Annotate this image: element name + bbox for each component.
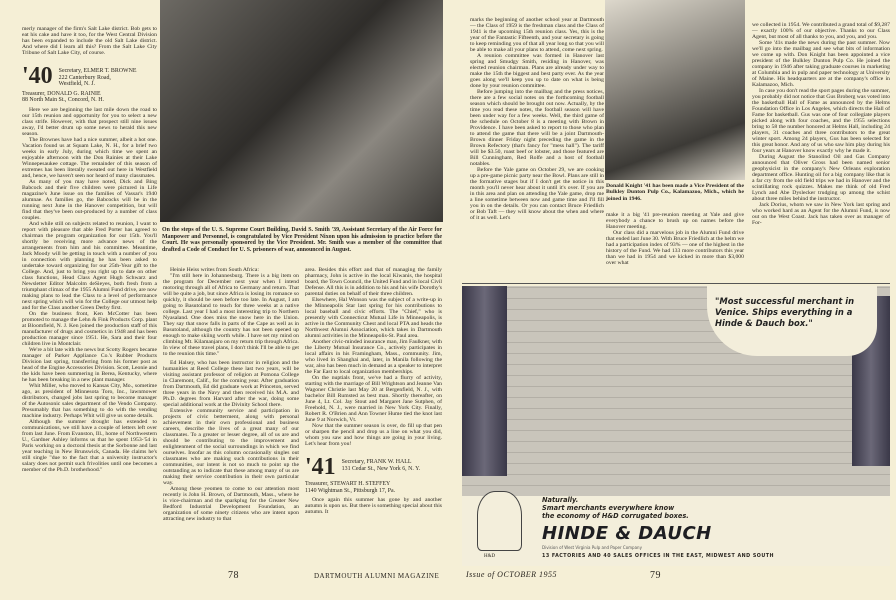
hinde-dauch-advertisement	[462, 286, 890, 566]
column-5	[606, 212, 744, 266]
paragraph: Jack Dorius, whom we saw in New York last spring and who worked hard as an Agent for the Alumni Fund, is now out on the West Coast. Jack has taken over as manager of For-	[752, 202, 890, 226]
paragraph: Heinie Heiss writes from South Africa:	[170, 267, 259, 273]
paragraph: Now that the summer season is over, do fill up that pen or sharpen the pencil and drop us a line on what you did, whom you saw and how things are going in your living. Let's hear from you!	[305, 423, 442, 447]
photo-caption: Donald Knight '41 has been made a Vice President of the Bulkley Dunton Pulp Co., Kalamazoo, Mich., which he joined in 1946.	[606, 183, 744, 202]
page-number-right: 79	[650, 570, 661, 581]
paragraph: Once again this summer has gone by and another autumn is upon us. But there is something special about this autumn. It	[305, 497, 442, 516]
photo-supreme-court	[160, 0, 443, 222]
treasurer-address: 1140 Wightman St., Pittsburgh 17, Pa.	[305, 487, 396, 494]
paragraph: During August the Stanolind Oil and Gas Company announced that Oliver Gross had been named senior geophysicist in the company's New Orleans exploration department office. Hunting oil for a big company like that is a far cry from the old field trips we had in Hanover and the scintillating rock quizzes. Makes me think of old Fred Lynch and Abe Dyslecker trudging up among the schist about three miles behind the instructor.	[752, 154, 890, 202]
hinde-dauch-logo: HINDE & DAUCH	[542, 523, 712, 544]
ad-division-text: Division of West Virginia Pulp and Paper Company	[542, 545, 642, 550]
secretary: Secretary, ELMER T. BROWNE	[58, 68, 137, 74]
secretary-address: 131 Cedar St., New York 6, N. Y.	[341, 465, 421, 472]
paragraph: And while still on subjects related to reunion, I want to report with pleasure that able Fred Porter has agreed to chairman the program organization for our 15th. You'll shortly be receiving more advance news of the arrangements from him and his committee. Meantime, Jack Moody will be getting in touch with a number of you in connection with planning he has been asked to undertake toward organizing for our 25th-Year gift to the College. And, just to bring you right up to date on other class functions, Head Class Agent Hugh Schwarz and Newsletter Editor Malcolm deSieyes, both fresh from a triumphant climax of the 1955 Alumni Fund drive, are now making plans to lead the Class to a level of performance next spring which will win for the College our utmost help and for the Class another Green Derby first.	[22, 220, 157, 311]
column-3	[305, 267, 442, 515]
paragraph: On the business front, Ken McCotter has been promoted to manage the Lehn & Fink Products Corp. plant at Bloomfield, N. J. Ken joined the production staff of this manufacturer of drugs and cosmetics in 1948 and has been production manager since 1951. He, Sara and their four children live in Montclair.	[22, 310, 157, 347]
secretary: Secretary, FRANK W. HALL	[341, 459, 412, 465]
ad-speech-bubble: "Most successful merchant in Venice. Ships everything in a Hinde & Dauch box."	[707, 286, 877, 356]
ad-mascot-drawing	[477, 491, 522, 551]
page-number-left: 78	[228, 570, 239, 581]
paragraph: area. Besides this effort and that of managing the family pharmacy, John is active in the local Kiwanis, the hospital board, the Town Council, the United Fund and in local Civil Defense. All this is in addition to his and his wife Dorothy's parental duties on behalf of their three children.	[305, 267, 442, 297]
class-year: '40	[22, 63, 53, 89]
paragraph: Whit Miller, who moved to Kansas City, Mo., sometime ago, as president of Minnesota Toro, Inc., lawnmower distributors, changed jobs last spring to become manager of the Autosonic sales department of the Vendo Company. Presumably that has something to do with the vending machine industry. Perhaps Whit will give us some details.	[22, 382, 157, 419]
tagline-line: the economy of H&D corrugated boxes.	[542, 512, 689, 520]
treasurer-info	[22, 91, 157, 104]
photo-donald-knight	[605, 0, 745, 180]
class-year: '41	[305, 454, 336, 480]
class-heading-1940	[22, 63, 157, 89]
paragraph: On the nuptials front, we've had a flurry of activity, starting with the marriage of Bill Wrightson and Jeanne Van Wagoner Christie last May 20 at Bergenfield, N. J., with bachelor Bill Rumsted as best man. Shortly thereafter, on June 4, Lt. Col. Jay Stout and Margaret Jane Sutphen, of Freehold, N. J., were married in New York City. Finally, Robert R. O'Brien and Ann Towner Hume tied the knot last June 9 at Norwich, Vt.	[305, 375, 442, 423]
paragraph: Some '41s made the news during the past summer. Now we'll go into the mailbag and see what bits of information we come up with. Don Knight has been appointed a vice president of the Bulkley Dunton Pulp Co. He joined the company in 1946 after taking graduate courses in marketing at Columbia and in pulp and paper technology at University of Maine. His headquarters are at the company's office in Kalamazoo, Mich.	[752, 40, 890, 88]
paragraph: "I'm still here in Johannesburg. There is a big item on the program for December next year when I intend motoring through all of Africa to Germany and return. That will be quite a job, but since Africa is losing its romance so quickly, it should be seen before too late. In August, I am going to Basutoland to teach for three weeks at a native college. Last year I had a most interesting trip to Northern Nyasaland. One does miss the snow here in the Union. They say that snow falls in parts of the Cape as well as in Basutoland, although the country has not been opened up enough to make skiing worth while. I have set my mind on climbing Mt. Kilamanjaro on my return trip through Africa. In view of these travel plans, I don't think I'll be able to get to the reunion this time."	[163, 273, 299, 357]
paragraph: In case you don't read the sport pages during the summer, you probably did not notice that Gus Broberg was voted into the basketball Hall of Fame as announced by the Helms Foundation Office in Los Angeles, which directs the Hall of Fame for basketball. Gus was one of four collegiate players picked along with four coaches, and the 1955 selections bring to 58 the number honored at Helms Hall, including 24 players, 31 coaches and three contributors to the great winter sport. Among 24 players, Gus has been selected for this great honor. And any of us who saw him play during his four years at Hanover know exactly why he made it.	[752, 88, 890, 154]
secretary-city: Westfield, N. J.	[58, 81, 96, 88]
paragraph: marks the beginning of another school year at Dartmouth — the Class of 1959 is the freshman class and the Class of 1941 is the upcoming 15th reunion class. Yes, this is the year of the Fantastic Fifteenth, and your secretary is going to keep reminding you of that all year long so that you will be able to make all your plans to attend, come next spring.	[470, 17, 604, 53]
paragraph: Another civic-minded insurance man, Jim Faulkner, with the Liberty Mutual Insurance Co., actively participates in local affairs in his Framingham, Mass., community. Jim, who lived in Shanghai and, later, in Manila following the war, also has been much in demand as a speaker to interpret the Far East to local organization memberships.	[305, 339, 442, 375]
paragraph: A reunion committee was formed in Hanover last spring and Smudgy Smith, residing in Hanover, was elected reunion chairman. Plans are already under way to make the 15th the biggest and best party ever. As the year goes along we'll keep you up to date on what is being done by your reunion committee.	[470, 53, 604, 89]
ad-tagline	[542, 496, 689, 520]
column-4	[470, 17, 604, 221]
paragraph: Our class did a marvelous job in the Alumni Fund drive that ended last June 30. With Bruce Friedlich at the helm we had a participation index of 93% — one of the highest in the history of the Fund. We had 133 more contributors this year than we had in 1954 and we kicked in more than $3,000 over what	[606, 230, 744, 266]
treasurer-info	[305, 481, 442, 494]
paragraph: Before the Yale game on October 29, we are cooking up a pre-game picnic party near the Bowl. Plans are still in the formative stages but if I don't get the notice in this month you'll never hear about it until it's over. If you are in this area and plan on attending the Yale game, drop me a line sometime between now and game time and I'll fill you in on the details. Or you can contact Bruce Friedlich or Bob Taft — they will know about the when and where of it as well. Let's	[470, 167, 604, 221]
paragraph: As many of you may have noted, Dick and Bing Babcock and their five children were pictured in Life magazine's June issue on the families of Vassar's 1940 alumnae. As families go, the Babcocks will be in the running next June in the Hanover competition, but will find that they've been out-produced by a number of class couples.	[22, 178, 157, 221]
tagline-line: Smart merchants everywhere know	[542, 504, 675, 512]
treasurer-address: 88 North Main St., Concord, N. H.	[22, 97, 104, 104]
paragraph: Although the summer drought has extended to communications, we still have a couple of letters left over from last June. From Evanston, Ill., home of Northwestern U., Gardner Ashley informs us that he spent 1953-'54 in Paris working on a doctoral thesis at the Sorbonne and last year teaching in New Brunswick, Canada. He claims he's still single "due to the fact that a university instructor's salary does not permit such frivolities until one becomes a member of the Ph.D. brotherhood."	[22, 418, 157, 473]
divider	[462, 283, 890, 284]
secretary-info	[342, 457, 420, 472]
paragraph: Extensive community service and participation in projects of civic betterment, along with personal achievement in their own professional and business careers, describe the lives of a great many of our classmates. To a greater or lesser degree, all of us are and should be contributing to the improvement and enlightenment of the social surroundings in which we find ourselves. Insofar as this column occasionally singles out classmates who are making such contributions in their communities, our intent is not so much to point up the outstanding as to indicate that these among many of us are making their service contribution in their own particular way.	[163, 408, 299, 486]
column-6	[752, 22, 890, 226]
class-heading-1941	[305, 454, 442, 480]
photo-caption: On the steps of the U. S. Supreme Court Building, David S. Smith '39, Assistant Secretary of the Air Force for Manpower and Personnel, is congratulated by Vice President Nixon upon his admission to practice before the Court. He was personally sponsored by the Vice President. Mr. Smith was a member of the committee that drafted a Code of Conduct for U. S. prisoners of war, announced in August.	[162, 227, 442, 253]
column-2	[163, 267, 299, 522]
column-1	[22, 26, 157, 473]
paragraph: merly manager of the firm's Salt Lake district. Bob gets to eat his cake and have it too, for the West Central Division has been expanded to include the old Salt Lake district. And where did I learn all this? From the Salt Lake City Tribune of Salt Lake City, of course.	[22, 26, 157, 56]
paragraph: Elsewhere, Hal Wonson was the subject of a write-up in the Minneapolis Star last spring for his contributions to local baseball and civic efforts. The "Chief," who is presently with Connecticut Mutual Life in Minneapolis, is active in the Community Chest and local PTA and heads the Northwest Alumni Association, which takes in Dartmouth alumni activities in the Minneapolis-St. Paul area.	[305, 297, 442, 339]
issue-label: Issue of OCTOBER 1955	[466, 570, 558, 579]
secretary-address: 222 Canterbury Road,	[58, 74, 111, 81]
paragraph: make it a big '41 pre-reunion meeting at Yale and give everybody a chance to brush up on names before the Hanover meeting.	[606, 212, 744, 230]
secretary-info	[59, 66, 137, 88]
paragraph: We're a bit late with the news but Scotty Rogers became manager of Parker Appliance Co.'s Rubber Products Division last spring, transferring from his former post as head of the Engine Accessories Division. Scott, Leonie and the kids have been summering in Berea, Kentucky, where he has been breaking in a new plant manager.	[22, 346, 157, 383]
tagline-line: Naturally.	[542, 496, 579, 504]
magazine-title: DARTMOUTH ALUMNI MAGAZINE	[314, 572, 440, 580]
paragraph: we collected in 1954. We contributed a grand total of $9,287 — exactly 100% of our objective. Thanks to our Class Agent, but most of all thanks to you, and you, and you.	[752, 22, 890, 40]
paragraph: Before jumping into the mailbag and the press notices, there are a few social notes on the forthcoming football season which should be brought out now. Actually, by the time you read these notes, the football season will have been under way for a few weeks. Well, the third game of the schedule on October 8 is a meeting with Brown in Providence. I have been asked to report to those who plan to attend the game that there will be a joint Dartmouth-Brown dinner Friday night preceding the game in the Brown Refectory (that's fancy for "mess hall"). The tariff will be $3.50, roast beef or lobster, and those featured are Bill Cunningham, Red Rolfe and a host of football notables.	[470, 89, 604, 167]
paragraph: The Brownes have had a nice summer, albeit a hot one. Vacation found us at Squam Lake, N. H., for a brief two weeks in early July, during which time we spent an enjoyable afternoon with the Don Rainies at their Lake Winnepesaukee cottage. The remainder of this season of extremes has been literally sweated out here in Westfield and, hence, we haven't seen nor heard of many classmates.	[22, 136, 157, 179]
curtain-left	[462, 286, 507, 476]
ad-signature: H&D	[484, 554, 496, 559]
treasurer: Treasurer, DONALD G. RAINIE	[22, 90, 101, 97]
ad-facts: 13 FACTORIES AND 40 SALES OFFICES IN THE EAST, MIDWEST AND SOUTH	[542, 554, 775, 559]
paragraph: Ed Halsey, who has been instructor in religion and the humanities at Reed College these last two years, will be visiting assistant professor of religion at Pomona College in Claremont, Calif., for the coming year. After graduation from Dartmouth, Ed did graduate work at Princeton, served three years in the Navy and then received his M.A. and Ph.D. degrees from Harvard after the war, doing some special additional work at the Divinity School there.	[163, 360, 299, 408]
paragraph: Here we are beginning the last mile down the road to our 15th reunion and opportunity for you to select a new class strife. However, with that prospect still nine issues away, I'd better drum up some news to herald this new season.	[22, 106, 157, 137]
treasurer: Treasurer, STEWART H. STEFFEY	[305, 481, 391, 487]
paragraph: Among these yeomen to come to our attention most recently is John H. Brown, of Dartmouth, Mass., where he is vice-chairman and the sparkplug for the Greater New Bedford Industrial Development Foundation, an organization of some ninety citizens who are intent upon attracting new industry to that	[163, 486, 299, 522]
